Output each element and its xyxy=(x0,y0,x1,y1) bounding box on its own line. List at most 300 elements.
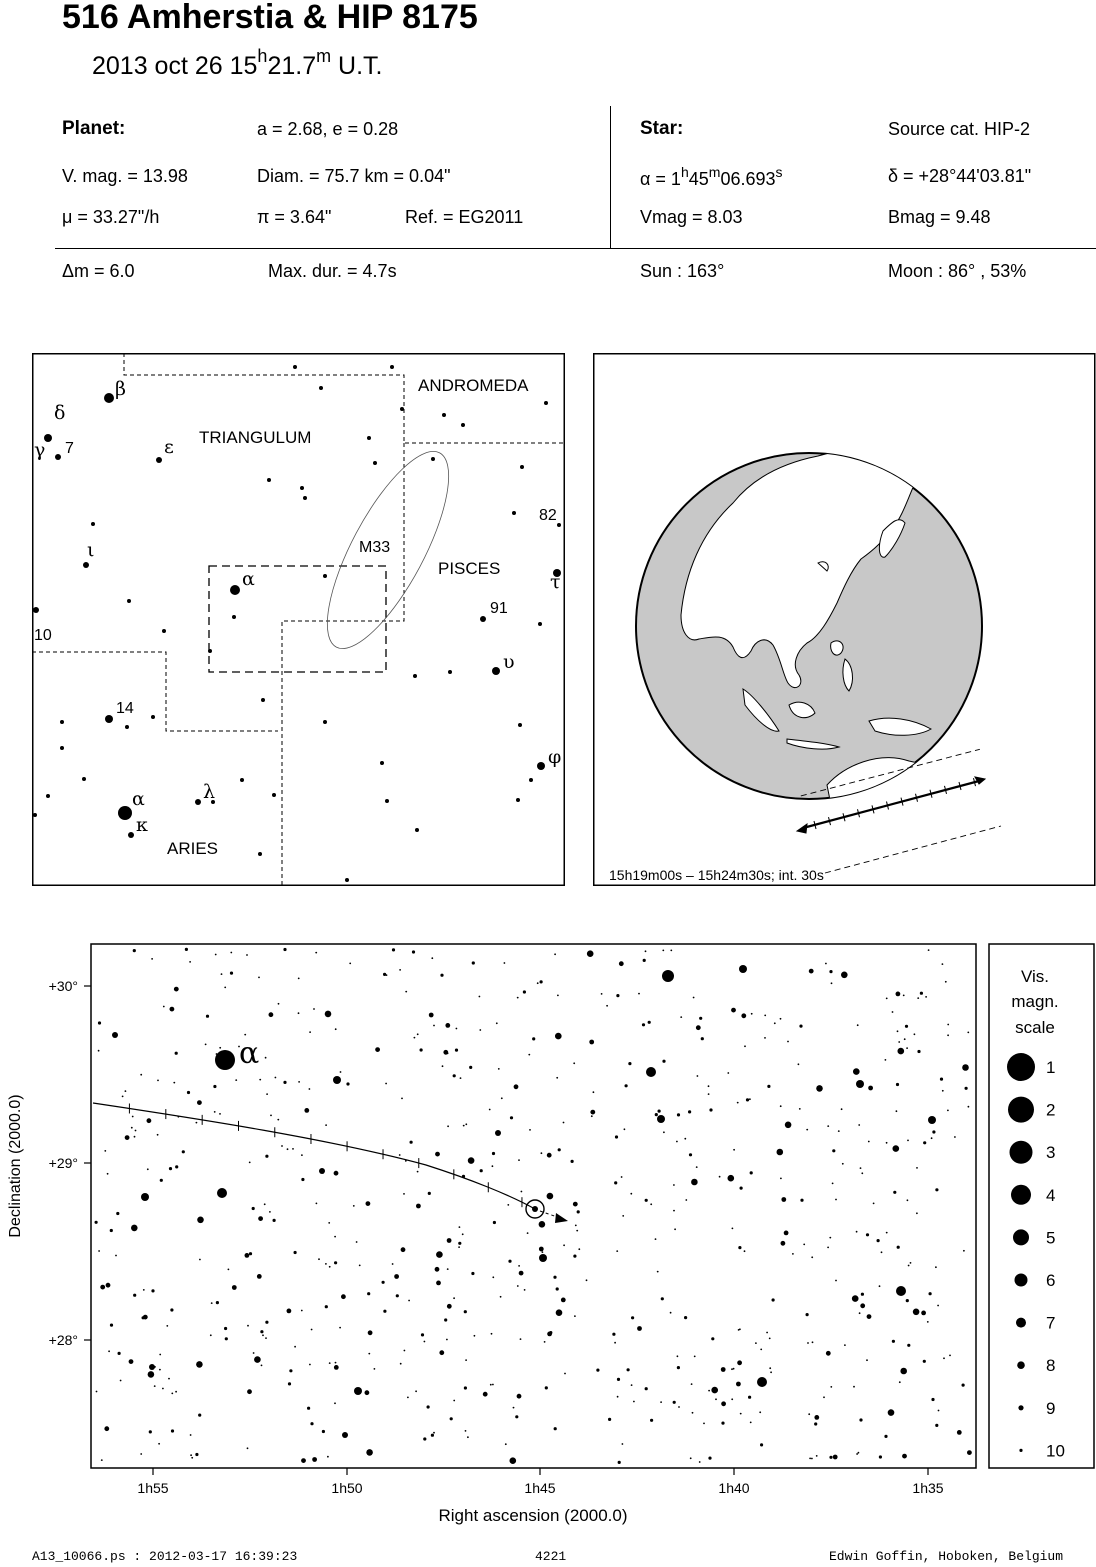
field-star xyxy=(367,1292,370,1295)
field-star xyxy=(767,1085,770,1088)
field-star xyxy=(688,1110,691,1113)
map-star xyxy=(55,454,61,460)
field-star xyxy=(593,1091,595,1093)
map-star xyxy=(300,486,304,490)
field-star xyxy=(910,1262,912,1264)
field-star xyxy=(517,997,519,999)
field-star xyxy=(489,1109,491,1111)
field-star xyxy=(861,1172,863,1174)
field-star xyxy=(537,982,539,984)
field-star xyxy=(760,1349,762,1351)
field-star xyxy=(945,981,947,983)
field-star xyxy=(897,1246,900,1249)
field-star xyxy=(247,1325,249,1327)
map-star xyxy=(230,585,240,595)
field-star xyxy=(423,1437,426,1440)
field-star xyxy=(465,1359,467,1361)
field-star xyxy=(171,1429,174,1432)
field-star xyxy=(120,1380,122,1382)
field-star xyxy=(916,1167,918,1169)
field-star xyxy=(265,1155,268,1158)
field-star xyxy=(447,1268,449,1270)
field-star xyxy=(931,1137,933,1139)
map-star xyxy=(105,715,113,723)
field-star xyxy=(151,1289,154,1292)
field-star xyxy=(335,1362,337,1364)
field-star xyxy=(935,1424,938,1427)
planet-diameter: Diam. = 75.7 km = 0.04" xyxy=(257,166,451,186)
field-star xyxy=(310,1422,313,1425)
field-star xyxy=(573,1255,576,1258)
field-star xyxy=(396,1294,399,1297)
map-star xyxy=(537,762,545,770)
field-star xyxy=(927,1321,929,1323)
field-star xyxy=(673,1401,676,1404)
field-star xyxy=(856,1231,858,1233)
field-star xyxy=(301,1458,306,1463)
field-star xyxy=(556,1309,563,1316)
field-star xyxy=(737,1360,742,1365)
field-star xyxy=(518,1265,520,1267)
field-star xyxy=(908,1265,910,1267)
field-star xyxy=(549,1331,552,1334)
field-star xyxy=(809,1458,811,1460)
field-star xyxy=(134,1136,136,1138)
mag-label: 8 xyxy=(1046,1356,1056,1376)
field-star xyxy=(160,1179,163,1182)
field-star xyxy=(932,1130,935,1133)
field-star xyxy=(741,1013,746,1018)
field-star xyxy=(591,1115,593,1117)
field-star xyxy=(196,1361,203,1368)
star-source: Source cat. HIP-2 xyxy=(888,119,1031,139)
field-star xyxy=(312,1457,317,1462)
map-star xyxy=(151,715,155,719)
footer-number: 4221 xyxy=(535,1549,567,1564)
field-star xyxy=(670,950,672,952)
field-star xyxy=(617,1396,619,1398)
field-star xyxy=(858,1124,860,1126)
field-star xyxy=(447,1304,452,1309)
mag-label: 7 xyxy=(1046,1313,1056,1333)
field-star xyxy=(727,1072,729,1074)
map-star xyxy=(512,511,516,515)
field-star xyxy=(524,1289,526,1291)
field-star xyxy=(690,1457,692,1459)
field-star xyxy=(365,1390,370,1395)
field-star xyxy=(175,1165,178,1168)
field-star xyxy=(175,1052,178,1055)
map-star xyxy=(104,393,114,403)
mag-dot xyxy=(1011,1185,1031,1205)
field-star xyxy=(154,1385,156,1387)
field-star xyxy=(269,1012,274,1017)
field-star xyxy=(431,1434,434,1437)
field-star xyxy=(436,1281,441,1286)
field-star xyxy=(614,1342,616,1344)
bright-field-star xyxy=(896,1286,906,1296)
map-star xyxy=(480,616,486,622)
field-star xyxy=(224,1327,227,1330)
field-star xyxy=(938,1410,940,1412)
field-star xyxy=(684,1138,686,1140)
mag-dot xyxy=(1019,1449,1022,1452)
field-star xyxy=(622,1443,624,1445)
field-star xyxy=(555,1033,562,1040)
field-star xyxy=(270,1115,272,1117)
field-star xyxy=(129,1359,134,1364)
field-star xyxy=(450,1417,453,1420)
field-star xyxy=(809,969,814,974)
mag-label: 1 xyxy=(1046,1058,1056,1077)
field-star xyxy=(799,1108,801,1110)
field-star xyxy=(328,1222,330,1224)
mag-label: 3 xyxy=(1046,1143,1056,1163)
field-star xyxy=(696,1166,698,1168)
field-star xyxy=(838,1130,840,1132)
field-star xyxy=(349,963,351,965)
field-star xyxy=(132,1116,134,1118)
bright-field-star xyxy=(112,1032,118,1038)
field-star xyxy=(606,1005,608,1007)
field-star xyxy=(547,1193,554,1200)
field-star xyxy=(673,1184,675,1186)
field-star xyxy=(110,1229,113,1232)
field-star xyxy=(842,1163,844,1165)
field-star xyxy=(467,1436,469,1438)
field-star xyxy=(812,1341,814,1343)
field-star xyxy=(232,1285,237,1290)
field-star xyxy=(435,1267,440,1272)
map-star xyxy=(156,457,162,463)
field-star xyxy=(325,1124,327,1126)
magnitude-scale xyxy=(988,943,1096,1473)
field-star xyxy=(806,1313,809,1316)
field-star xyxy=(335,1028,337,1030)
field-star xyxy=(835,1280,837,1282)
field-star xyxy=(733,1149,735,1151)
field-star xyxy=(766,1332,768,1334)
mag-dot xyxy=(1015,1274,1028,1287)
field-star xyxy=(462,1233,464,1235)
field-star xyxy=(115,1255,117,1257)
field-star xyxy=(715,1398,717,1400)
field-star xyxy=(469,1066,472,1069)
field-star xyxy=(219,1047,221,1049)
map-star xyxy=(492,667,500,675)
field-star xyxy=(465,1430,467,1432)
field-star xyxy=(479,1029,481,1031)
field-star xyxy=(510,1116,513,1119)
field-star xyxy=(435,1152,440,1157)
field-star xyxy=(259,1079,261,1081)
field-star xyxy=(736,1382,741,1387)
field-star xyxy=(642,1023,645,1026)
field-star xyxy=(807,1342,809,1344)
star-label: β xyxy=(115,378,126,400)
field-star xyxy=(711,1337,714,1340)
field-star xyxy=(540,980,543,983)
field-star xyxy=(140,1453,142,1455)
map-star xyxy=(46,794,50,798)
map-star xyxy=(125,725,129,729)
field-star xyxy=(708,1093,710,1095)
field-star xyxy=(711,1387,718,1394)
field-star xyxy=(427,1405,430,1408)
field-star xyxy=(967,1450,972,1455)
field-star xyxy=(663,1131,665,1133)
field-star xyxy=(95,1221,98,1224)
map-star xyxy=(82,777,86,781)
field-star xyxy=(301,1310,303,1312)
field-star xyxy=(867,1314,872,1319)
bright-field-star xyxy=(141,1193,149,1201)
field-star xyxy=(436,1251,443,1258)
field-star xyxy=(542,1251,544,1253)
bright-field-star xyxy=(739,965,747,973)
field-star xyxy=(309,1364,311,1366)
bright-field-star xyxy=(646,1067,656,1077)
field-star xyxy=(896,992,901,997)
field-star xyxy=(589,1040,594,1045)
field-star xyxy=(521,1191,523,1193)
field-star xyxy=(428,1192,431,1195)
field-star xyxy=(554,1427,557,1430)
field-star xyxy=(496,1022,498,1024)
field-star xyxy=(148,1371,155,1378)
ut-text: U.T. xyxy=(331,52,383,80)
field-star xyxy=(116,1212,119,1215)
map-star xyxy=(267,478,271,482)
field-star xyxy=(744,1045,746,1047)
map-star xyxy=(319,386,323,390)
page-title: 516 Amherstia & HIP 8175 xyxy=(62,0,478,36)
field-star xyxy=(339,1327,341,1329)
field-star xyxy=(474,1335,476,1337)
field-star xyxy=(456,1028,458,1030)
field-star xyxy=(920,992,923,995)
field-star xyxy=(287,1148,289,1150)
field-star xyxy=(464,1386,467,1389)
field-star xyxy=(645,1387,648,1390)
field-star xyxy=(907,1344,910,1347)
field-star xyxy=(334,1236,336,1238)
field-star xyxy=(492,1152,495,1155)
mag-label: 5 xyxy=(1046,1228,1056,1248)
field-star xyxy=(334,1402,336,1404)
field-star xyxy=(660,1401,662,1403)
field-star xyxy=(258,977,260,979)
field-star xyxy=(900,1368,907,1375)
map-star xyxy=(431,457,435,461)
field-star xyxy=(684,1316,687,1319)
info-divider xyxy=(610,106,611,248)
x-tick-label: 1h45 xyxy=(524,1480,556,1496)
field-star xyxy=(670,1312,672,1314)
field-star xyxy=(529,1129,531,1131)
field-star xyxy=(163,1006,165,1008)
field-star xyxy=(617,1378,620,1381)
field-star xyxy=(520,1338,522,1340)
field-star xyxy=(505,1443,507,1445)
bright-field-star xyxy=(757,1377,767,1387)
bright-field-star xyxy=(495,1130,501,1136)
field-star xyxy=(281,1145,283,1147)
field-star xyxy=(221,973,223,975)
field-star xyxy=(219,1113,221,1115)
field-star xyxy=(169,1167,172,1170)
field-star xyxy=(214,1111,216,1113)
field-star xyxy=(453,1297,455,1299)
map-star xyxy=(60,746,64,750)
field-star xyxy=(554,953,556,955)
field-star xyxy=(587,950,594,957)
field-star xyxy=(366,1449,373,1456)
field-star xyxy=(472,961,475,964)
field-star xyxy=(545,1386,548,1389)
field-star xyxy=(947,1034,949,1036)
field-star xyxy=(168,1378,170,1380)
field-star xyxy=(721,1401,726,1406)
field-star xyxy=(125,1090,127,1092)
field-star xyxy=(832,1149,835,1152)
field-star xyxy=(906,1299,909,1302)
field-star xyxy=(421,1333,424,1336)
field-star xyxy=(443,1050,448,1055)
field-star xyxy=(691,1179,698,1186)
taiwan xyxy=(831,641,843,655)
field-star xyxy=(965,1087,968,1090)
star-dec: δ = +28°44'03.81" xyxy=(888,166,1032,186)
field-star xyxy=(868,1141,870,1143)
field-star xyxy=(601,993,603,995)
field-star xyxy=(772,1298,775,1301)
field-star xyxy=(673,1210,675,1212)
planet-reference: Ref. = EG2011 xyxy=(405,207,524,227)
map-star xyxy=(544,401,548,405)
field-star xyxy=(463,1125,465,1127)
field-star xyxy=(283,1081,286,1084)
field-star xyxy=(143,1289,145,1291)
field-star xyxy=(447,1125,449,1127)
map-star xyxy=(538,622,542,626)
field-star xyxy=(458,1246,460,1248)
field-star xyxy=(962,1384,965,1387)
star-label: λ xyxy=(203,781,216,803)
field-star xyxy=(375,1047,380,1052)
field-star xyxy=(630,1193,632,1195)
field-star xyxy=(696,1025,701,1030)
field-star xyxy=(309,1031,311,1033)
field-star xyxy=(294,1346,296,1348)
mag-scale-title-1: Vis. xyxy=(1020,967,1050,986)
field-star xyxy=(658,1110,661,1113)
field-star xyxy=(309,1088,311,1090)
field-star xyxy=(366,1201,371,1206)
field-star xyxy=(561,1298,566,1303)
field-star xyxy=(439,1350,444,1355)
field-star xyxy=(187,1091,190,1094)
map-star xyxy=(367,436,371,440)
field-star xyxy=(471,1272,474,1275)
field-star xyxy=(468,1157,475,1164)
bright-field-star xyxy=(217,1188,227,1198)
field-star xyxy=(557,995,559,997)
globe-caption: 15h19m00s – 15h24m30s; int. 30s xyxy=(609,867,824,883)
field-star xyxy=(262,1334,264,1336)
field-star xyxy=(923,1360,926,1363)
field-star xyxy=(829,1456,832,1459)
field-star xyxy=(458,1242,461,1245)
field-star xyxy=(624,1128,626,1130)
field-star xyxy=(614,1181,617,1184)
field-star xyxy=(513,1407,515,1409)
field-star xyxy=(125,1135,130,1140)
field-star xyxy=(417,1033,419,1035)
declination-label: Declination (2000.0) xyxy=(7,1094,24,1238)
y-tick-label: +30° xyxy=(48,978,78,994)
field-star xyxy=(158,1443,160,1445)
field-star xyxy=(412,950,415,953)
field-star xyxy=(159,1369,161,1371)
field-star xyxy=(627,1368,630,1371)
field-star xyxy=(269,1211,271,1213)
field-star xyxy=(968,1106,970,1108)
label-andromeda: ANDROMEDA xyxy=(418,376,529,395)
field-star xyxy=(893,1191,896,1194)
field-star xyxy=(769,1338,771,1340)
field-star xyxy=(925,996,927,998)
field-star xyxy=(205,1044,207,1046)
ra-m-sup: m xyxy=(708,164,721,180)
field-star xyxy=(586,1279,588,1281)
map-star xyxy=(232,615,236,619)
field-star xyxy=(750,1171,753,1174)
field-star xyxy=(832,1183,834,1185)
field-star xyxy=(694,1356,696,1358)
map-star xyxy=(208,649,212,653)
field-star xyxy=(800,1199,803,1202)
field-star xyxy=(100,1285,105,1290)
field-star xyxy=(884,1435,887,1438)
map-star xyxy=(390,365,394,369)
star-label: α xyxy=(242,568,255,590)
field-star xyxy=(866,1359,868,1361)
event-datetime xyxy=(92,46,383,81)
field-star xyxy=(781,1241,786,1246)
field-star xyxy=(433,1025,435,1027)
field-star xyxy=(405,991,407,993)
field-star xyxy=(198,1414,201,1417)
field-star xyxy=(493,1221,496,1224)
field-star xyxy=(133,949,136,952)
field-star xyxy=(886,1142,888,1144)
field-star xyxy=(590,1110,595,1115)
field-star xyxy=(856,1453,858,1455)
field-star xyxy=(556,1077,558,1079)
field-star xyxy=(780,1105,782,1107)
field-star xyxy=(196,1122,198,1124)
field-star xyxy=(917,1050,920,1053)
map-star xyxy=(373,461,377,465)
field-star xyxy=(171,1393,173,1395)
field-star xyxy=(628,1062,631,1065)
field-star xyxy=(257,1274,262,1279)
map-star xyxy=(258,852,262,856)
field-star xyxy=(318,1258,320,1260)
field-star xyxy=(699,1461,701,1463)
field-star xyxy=(916,1212,918,1214)
